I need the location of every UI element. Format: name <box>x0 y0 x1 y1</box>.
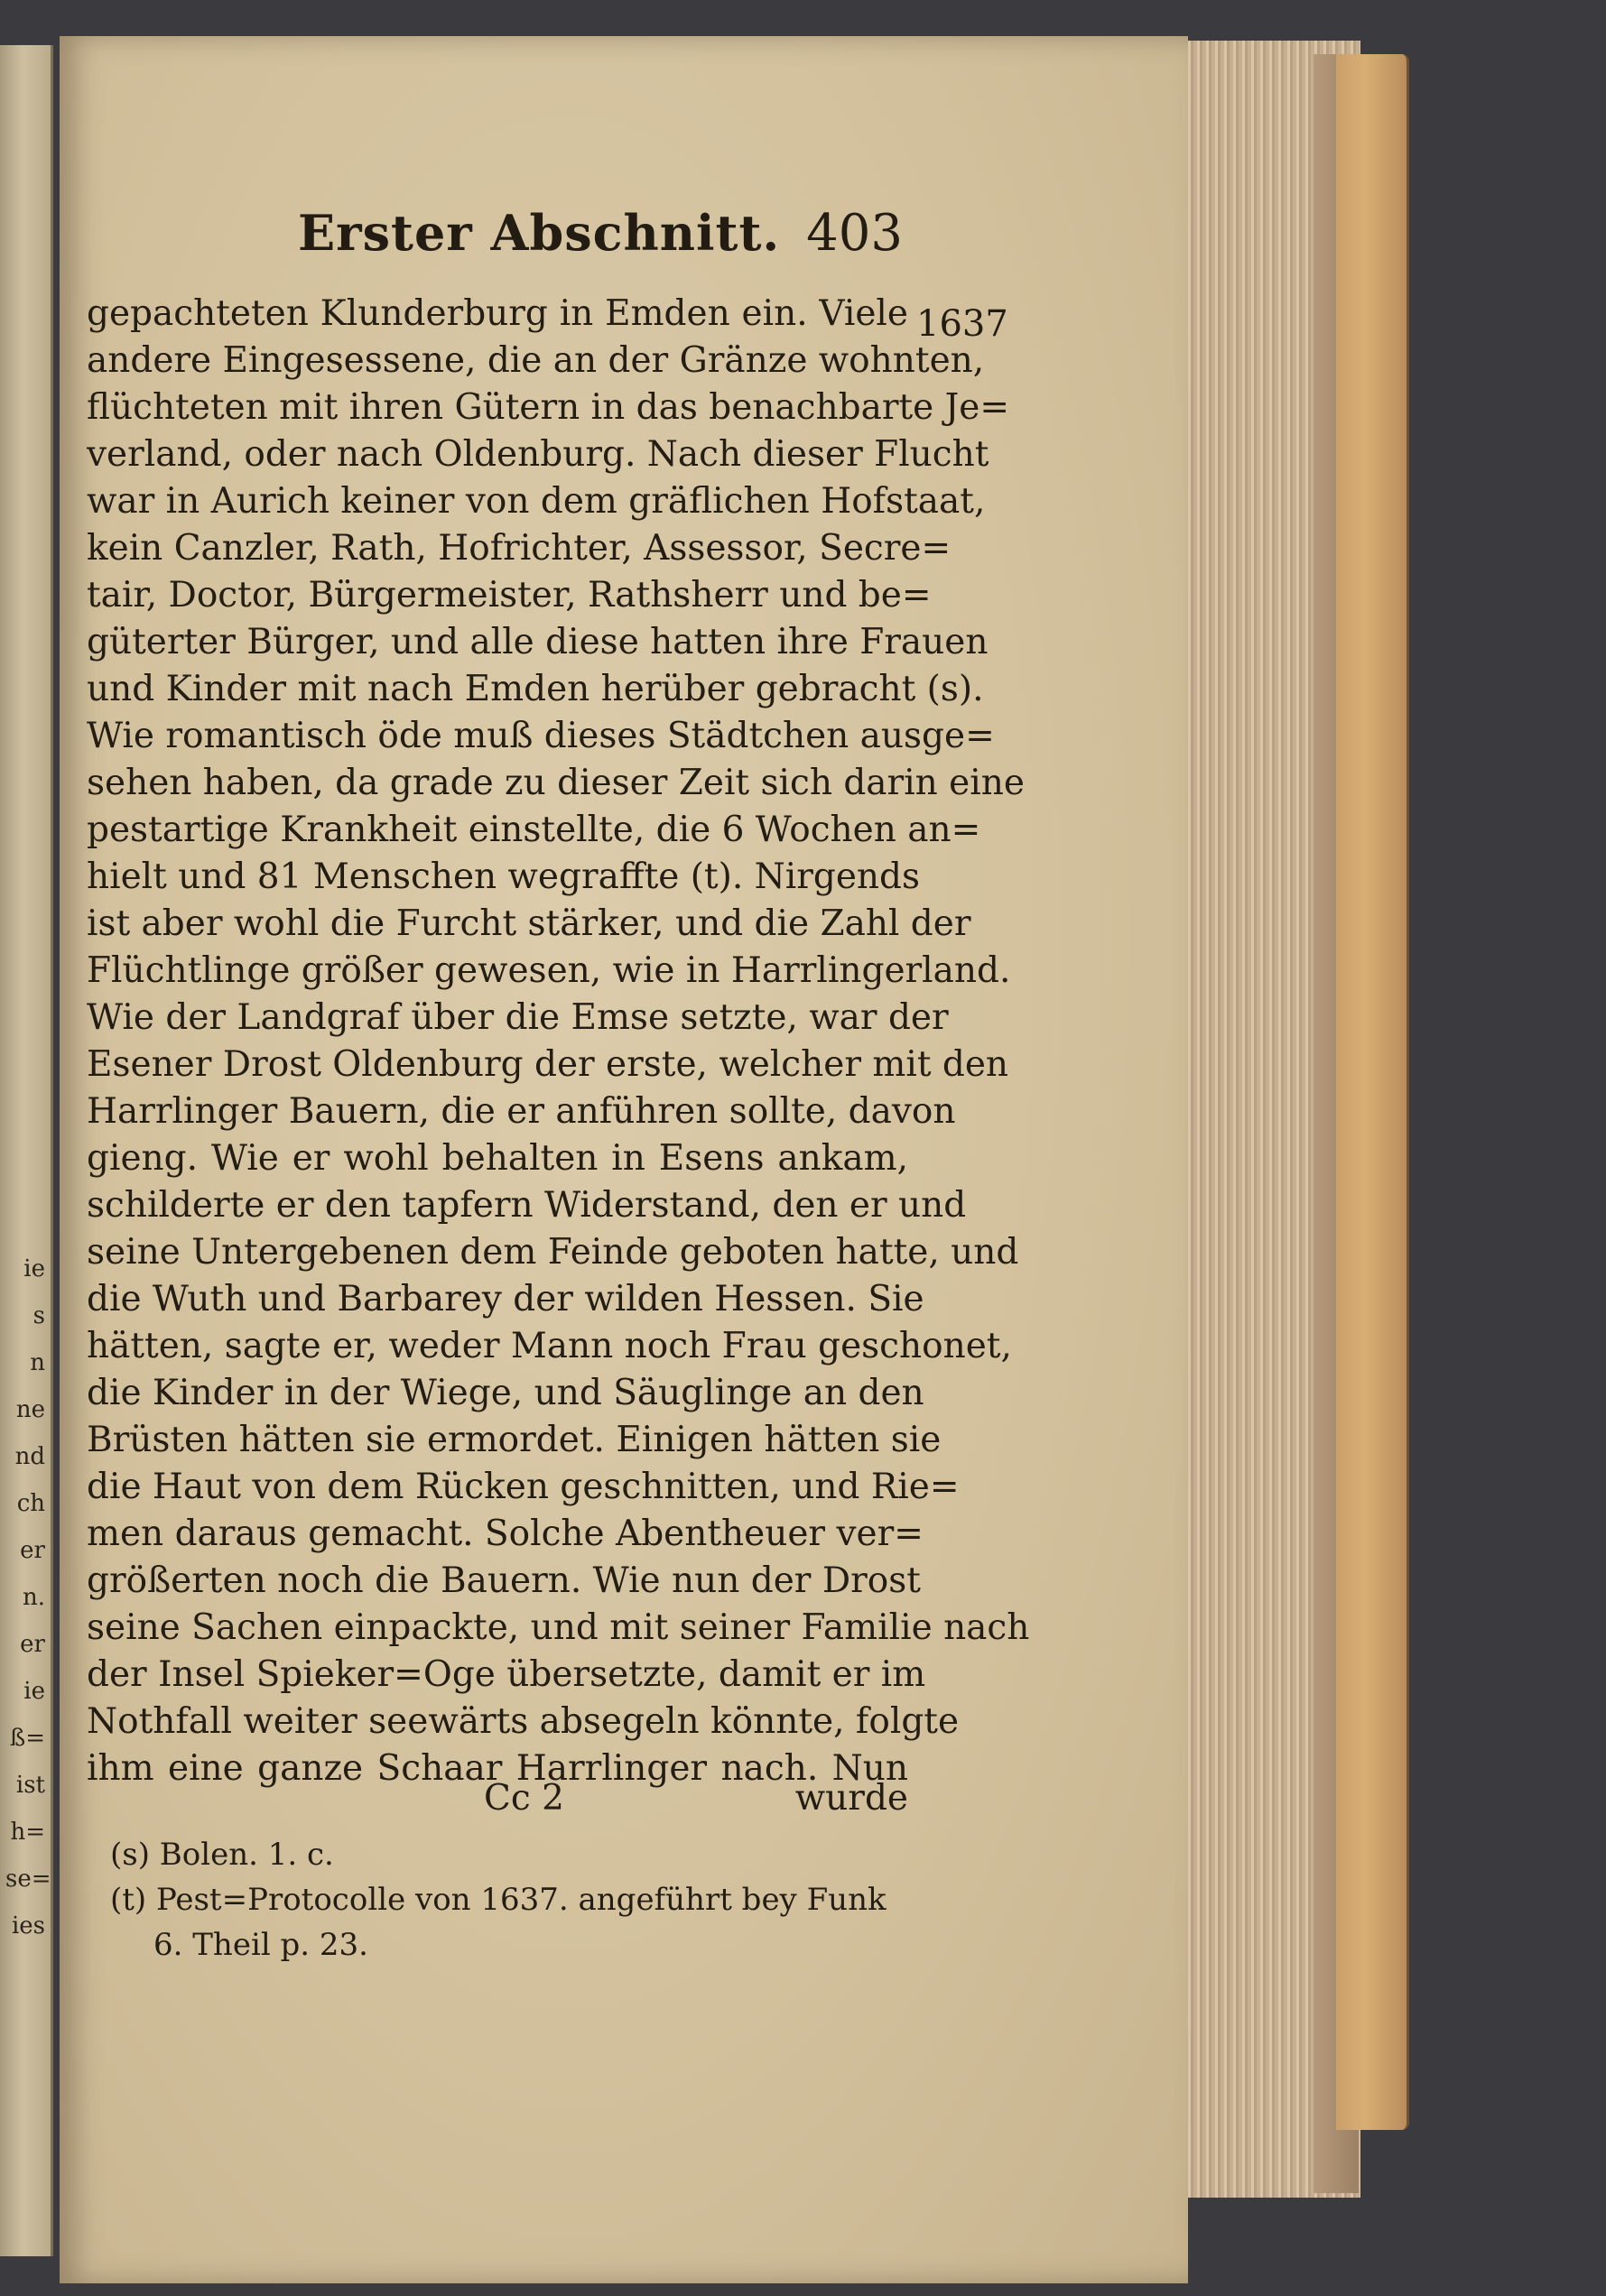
text-line: sehen haben, da grade zu dieser Zeit sich darin eine <box>87 763 1025 803</box>
text-line: güterter Bürger, und alle diese hatten ihre Frauen <box>87 622 989 662</box>
signature-mark: Cc 2 <box>484 1778 564 1819</box>
page-number: 403 <box>806 204 903 263</box>
text-line: und Kinder mit nach Emden herüber gebracht (s). <box>87 669 984 709</box>
footnote: (t) Pest=Protocolle von 1637. angeführt bey Funk <box>110 1882 887 1918</box>
fragment: ch <box>16 1490 45 1517</box>
text-line: andere Eingesessene, die an der Gränze wohnten, <box>87 340 985 381</box>
text-line: Wie romantisch öde muß dieses Städtchen ausge= <box>87 716 995 756</box>
text-line: Flüchtlinge größer gewesen, wie in Harrlingerland. <box>87 950 1011 991</box>
text-line: der Insel Spieker=Oge übersetzte, damit er im <box>87 1654 926 1695</box>
text-line: hätten, sagte er, weder Mann noch Frau geschonet, <box>87 1326 1012 1366</box>
text-line: verland, oder nach Oldenburg. Nach dieser Flucht <box>87 434 989 475</box>
fragment: ß= <box>9 1725 45 1752</box>
footnote-continuation: 6. Theil p. 23. <box>153 1927 368 1963</box>
text-line: Esener Drost Oldenburg der erste, welcher mit den <box>87 1044 1009 1085</box>
text-line: seine Sachen einpackte, und mit seiner Familie nach <box>87 1607 1030 1648</box>
fragment: ie <box>23 1678 45 1705</box>
fragment: h= <box>10 1819 45 1846</box>
previous-page-text-fragments <box>5 1245 51 1949</box>
text-line: war in Aurich keiner von dem gräflichen Hofstaat, <box>87 481 986 522</box>
fragment: nd <box>14 1443 45 1470</box>
fragment: ist <box>15 1772 45 1799</box>
previous-page-edge <box>0 45 53 2256</box>
text-line: men daraus gemacht. Solche Abentheuer ver= <box>87 1514 924 1554</box>
margin-year-note: 1637 <box>916 303 1008 345</box>
fragment: n. <box>22 1584 45 1611</box>
fragment: s <box>32 1302 45 1329</box>
text-line: ist aber wohl die Furcht stärker, und die Zahl der <box>87 903 971 944</box>
text-line: flüchteten mit ihren Gütern in das benachbarte Je= <box>87 387 1010 428</box>
text-line: seine Untergebenen dem Feinde geboten hatte, und <box>87 1232 1019 1273</box>
text-line: Brüsten hätten sie ermordet. Einigen hätten sie <box>87 1420 942 1460</box>
fragment: ie <box>23 1255 45 1282</box>
fragment: se= <box>5 1866 51 1893</box>
fragment: er <box>20 1631 45 1658</box>
text-line: die Wuth und Barbarey der wilden Hessen. Sie <box>87 1279 924 1319</box>
text-line: die Kinder in der Wiege, und Säuglinge an den <box>87 1373 924 1413</box>
fragment: er <box>20 1537 45 1564</box>
fragment: ies <box>11 1912 45 1940</box>
text-line: größerten noch die Bauern. Wie nun der Drost <box>87 1560 921 1601</box>
text-line: gepachteten Klunderburg in Emden ein. Viele <box>87 293 908 334</box>
page-header <box>235 204 903 276</box>
text-line: schilderte er den tapfern Widerstand, den er und <box>87 1185 967 1226</box>
text-line: ihm eine ganze Schaar Harrlinger nach. Nun <box>87 1748 908 1789</box>
text-line: pestartige Krankheit einstellte, die 6 Wochen an= <box>87 810 981 850</box>
catchword: wurde <box>794 1778 908 1819</box>
footnotes <box>110 1832 908 1967</box>
footnote: (s) Bolen. 1. c. <box>110 1837 334 1873</box>
text-line: hielt und 81 Menschen wegraffte (t). Nirgends <box>87 856 920 897</box>
running-title: Erster Abschnitt. <box>298 204 781 262</box>
text-line: gieng. Wie er wohl behalten in Esens ankam, <box>87 1138 908 1179</box>
fragment: n <box>30 1349 45 1376</box>
text-line: tair, Doctor, Bürgermeister, Rathsherr und be= <box>87 575 932 616</box>
fragment: ne <box>15 1396 45 1423</box>
text-line: Nothfall weiter seewärts absegeln könnte, folgte <box>87 1701 960 1742</box>
text-line: die Haut von dem Rücken geschnitten, und Rie= <box>87 1467 960 1507</box>
signature-row <box>87 1778 908 1825</box>
book-cover-board <box>1336 54 1409 2130</box>
text-line: kein Canzler, Rath, Hofrichter, Assessor, Secre= <box>87 528 952 569</box>
text-line: Harrlinger Bauern, die er anführen sollte, davon <box>87 1091 956 1132</box>
text-line: Wie der Landgraf über die Emse setzte, war der <box>87 997 949 1038</box>
